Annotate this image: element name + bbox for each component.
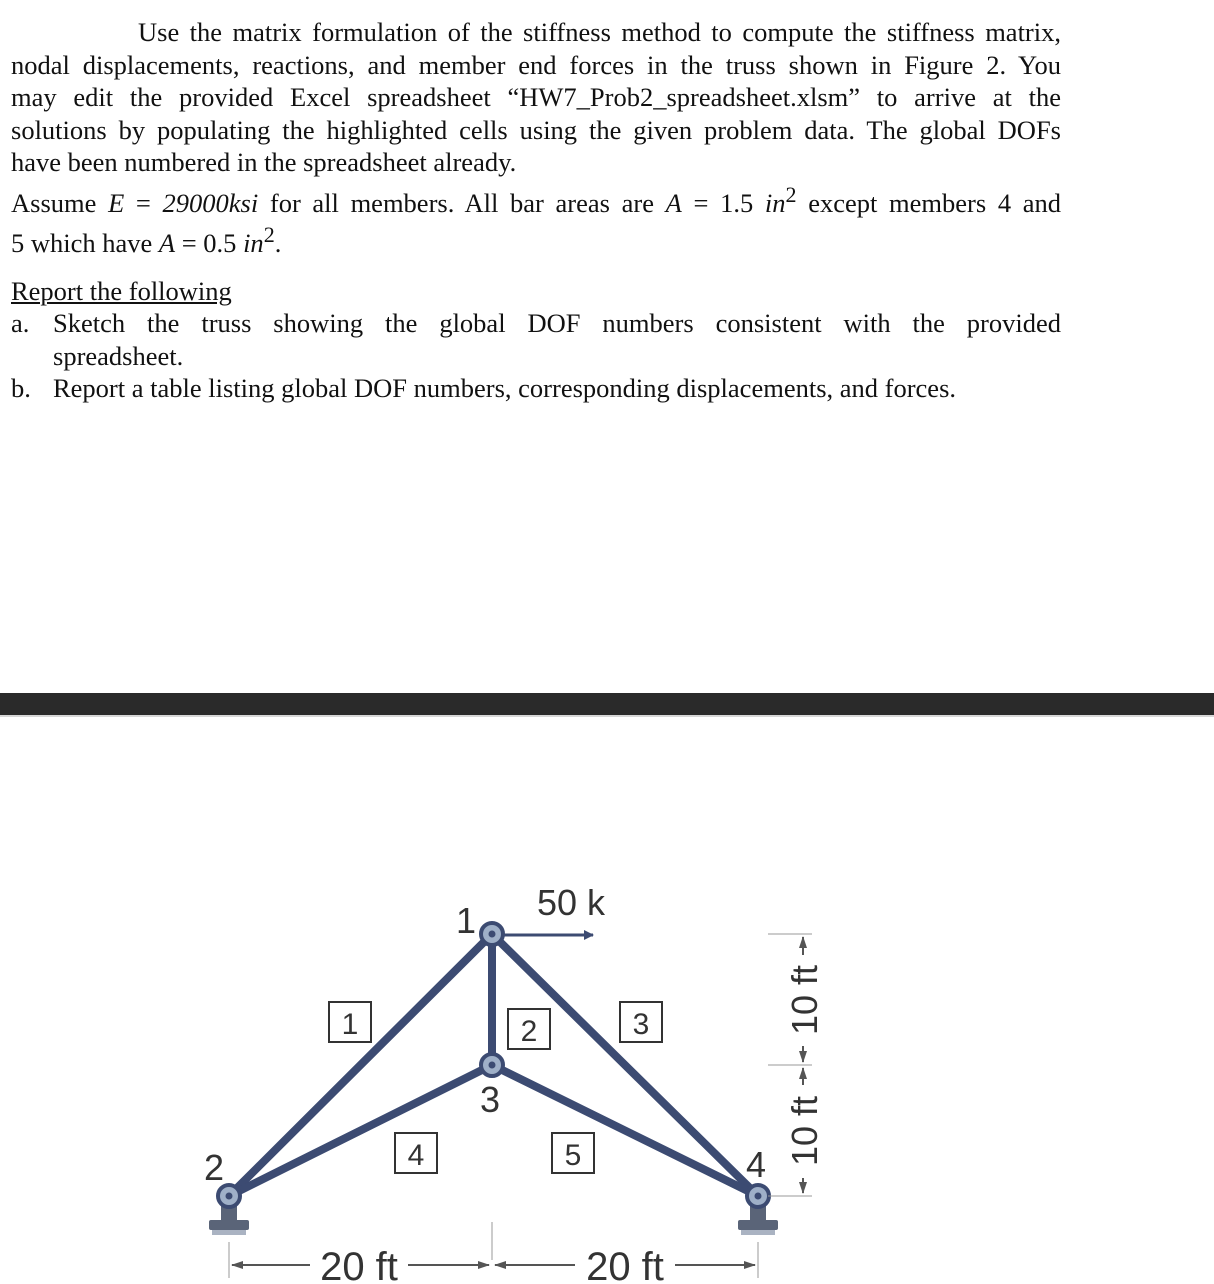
- problem-line-3: may edit the provided Excel spreadsheet “HW7_Prob2_spreadsheet.xlsm” to arrive at the: [11, 82, 1061, 112]
- list-item-a: [11, 307, 1061, 372]
- assumption-line: Assume E = 29000ksi for all members. All bar areas are A = 1.5 $in^2$ except members 4 and: [11, 181, 1061, 218]
- problem-line-1: Use the matrix formulation of the stiffness method to compute the stiffness matrix,: [138, 17, 1061, 47]
- member-3: [492, 934, 758, 1196]
- vertical-dimension: [768, 934, 825, 1196]
- member-label-1: 1: [341, 1008, 359, 1041]
- member-label-4: 4: [407, 1139, 425, 1172]
- list-item-text: Sketch the truss showing the global DOF numbers consistent with the provided: [53, 308, 1061, 338]
- problem-statement: [11, 16, 1061, 259]
- dim-label-left: 20 ft: [320, 1245, 398, 1284]
- list-marker: a.: [11, 308, 30, 338]
- node-label-1: 1: [456, 900, 477, 941]
- dim-label-v2: 10 ft: [784, 1095, 825, 1167]
- problem-line-4: solutions by populating the highlighted cells using the given problem data. The global DOFs: [11, 114, 1061, 145]
- node-label-2: 2: [204, 1147, 225, 1188]
- member-label-2: 2: [520, 1015, 538, 1048]
- load-label: 50 k: [537, 882, 606, 923]
- dim-label-v1: 10 ft: [784, 964, 825, 1036]
- list-item-b: [11, 372, 1061, 405]
- dim-label-right: 20 ft: [586, 1245, 664, 1284]
- list-marker: b.: [11, 373, 31, 403]
- member-label-3: 3: [632, 1008, 650, 1041]
- member-1: [229, 934, 492, 1196]
- assumption-line-2: 5 which have A = 0.5 $in^2$.: [11, 221, 282, 258]
- member-label-5: 5: [564, 1139, 582, 1172]
- member-4: [229, 1065, 492, 1196]
- page-divider: [0, 693, 1214, 715]
- horizontal-dimension: [229, 1222, 758, 1284]
- list-item-text: Report a table listing global DOF numbers, corresponding displacements, and forces.: [53, 373, 957, 403]
- report-heading: Report the following: [11, 276, 232, 306]
- report-list: [11, 307, 1061, 405]
- truss-figure: [0, 717, 1214, 1284]
- member-5: [492, 1065, 758, 1196]
- node-label-3: 3: [480, 1079, 501, 1120]
- problem-line-5: have been numbered in the spreadsheet already.: [11, 147, 517, 177]
- node-label-4: 4: [746, 1144, 767, 1185]
- problem-line-2: nodal displacements, reactions, and member end forces in the truss shown in Figure 2. You: [11, 49, 1061, 80]
- list-item-text: spreadsheet.: [53, 340, 184, 371]
